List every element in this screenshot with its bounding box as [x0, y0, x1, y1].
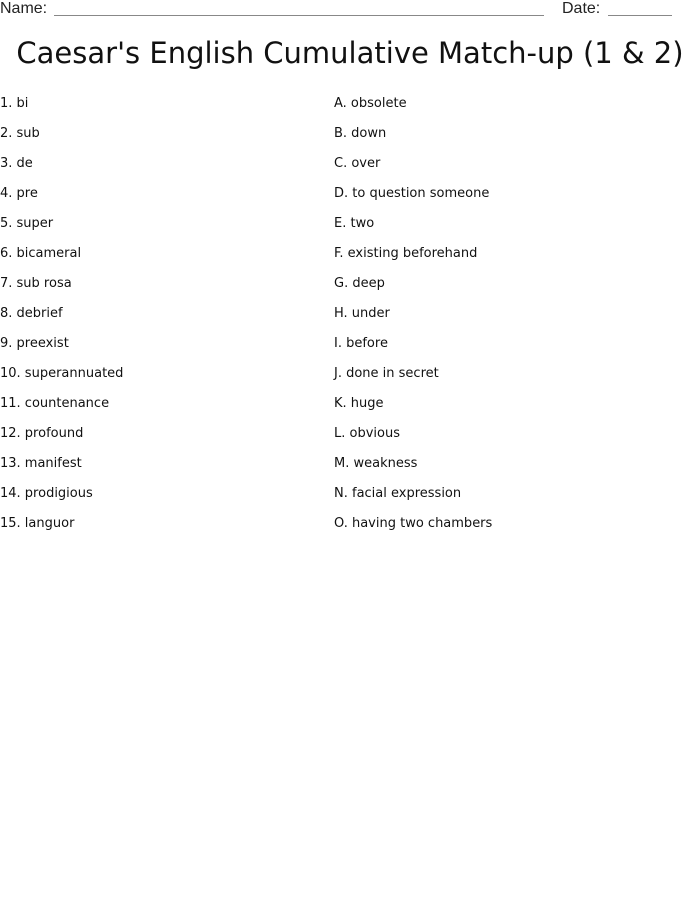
definition-item: H. under — [334, 306, 390, 321]
definition-item: D. to question someone — [334, 186, 490, 201]
definition-item: I. before — [334, 336, 388, 351]
term-item: 8. debrief — [0, 306, 63, 321]
definition-item: A. obsolete — [334, 96, 407, 111]
definition-item: O. having two chambers — [334, 516, 493, 531]
term-item: 3. de — [0, 156, 33, 171]
term-item: 1. bi — [0, 96, 29, 111]
definition-item: F. existing beforehand — [334, 246, 478, 261]
definition-item: L. obvious — [334, 426, 400, 441]
term-item: 11. countenance — [0, 396, 110, 411]
term-item: 5. super — [0, 216, 54, 231]
term-item: 14. prodigious — [0, 486, 93, 501]
term-item: 10. superannuated — [0, 366, 124, 381]
definition-item: K. huge — [334, 396, 384, 411]
name-blank-line[interactable] — [54, 15, 544, 16]
terms-list — [0, 96, 123, 546]
page-title: Caesar's English Cumulative Match-up (1 & 2) — [16, 36, 684, 70]
header — [0, 0, 690, 20]
definition-item: N. facial expression — [334, 486, 462, 501]
definition-item: G. deep — [334, 276, 385, 291]
term-item: 15. languor — [0, 516, 75, 531]
term-item: 6. bicameral — [0, 246, 82, 261]
date-blank-line[interactable] — [608, 15, 672, 16]
definition-item: J. done in secret — [334, 366, 439, 381]
term-item: 13. manifest — [0, 456, 82, 471]
term-item: 12. profound — [0, 426, 84, 441]
definition-item: C. over — [334, 156, 381, 171]
definition-item: E. two — [334, 216, 375, 231]
definition-item: M. weakness — [334, 456, 418, 471]
name-label: Name: — [0, 0, 48, 17]
term-item: 2. sub — [0, 126, 40, 141]
term-item: 4. pre — [0, 186, 38, 201]
date-label: Date: — [562, 0, 601, 17]
definitions-list — [334, 96, 492, 546]
term-item: 7. sub rosa — [0, 276, 72, 291]
definition-item: B. down — [334, 126, 387, 141]
term-item: 9. preexist — [0, 336, 69, 351]
